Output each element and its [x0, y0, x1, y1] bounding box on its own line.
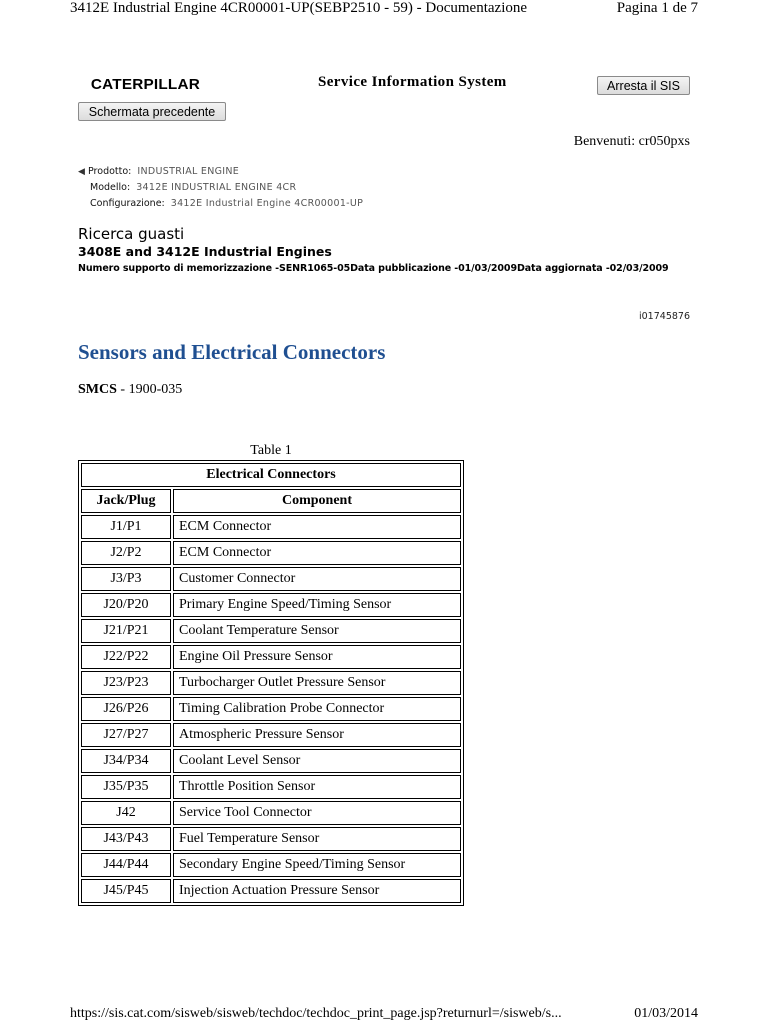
jack-plug-cell: J44/P44 — [81, 853, 171, 877]
table-row — [81, 749, 461, 773]
jack-plug-cell: J42 — [81, 801, 171, 825]
meta-model-label: Modello: — [90, 182, 131, 193]
jack-plug-cell: J3/P3 — [81, 567, 171, 591]
column-header-jack: Jack/Plug — [81, 489, 171, 513]
meta-model-value: 3412E INDUSTRIAL ENGINE 4CR — [136, 182, 297, 193]
jack-plug-cell: J20/P20 — [81, 593, 171, 617]
table-row — [81, 645, 461, 669]
component-cell: Coolant Level Sensor — [173, 749, 461, 773]
component-cell: Customer Connector — [173, 567, 461, 591]
table-row — [81, 671, 461, 695]
jack-plug-cell: J21/P21 — [81, 619, 171, 643]
component-cell: Throttle Position Sensor — [173, 775, 461, 799]
print-header-title: 3412E Industrial Engine 4CR00001-UP(SEBP2510 - 59) - Documentazione — [70, 0, 528, 16]
table-row — [81, 619, 461, 643]
jack-plug-cell: J1/P1 — [81, 515, 171, 539]
table-row — [81, 879, 461, 903]
table-row — [81, 827, 461, 851]
caterpillar-logo: CATERPILLAR — [90, 76, 200, 93]
welcome-text: Benvenuti: cr050pxs — [573, 134, 690, 149]
component-cell: Atmospheric Pressure Sensor — [173, 723, 461, 747]
component-cell: ECM Connector — [173, 515, 461, 539]
component-cell: Primary Engine Speed/Timing Sensor — [173, 593, 461, 617]
table-row — [81, 723, 461, 747]
jack-plug-cell: J23/P23 — [81, 671, 171, 695]
table-row — [81, 775, 461, 799]
media-info: Numero supporto di memorizzazione -SENR1065-05Data pubblicazione -01/03/2009Data aggiornata -02/03/2009 — [78, 263, 669, 274]
meta-product[interactable] — [78, 166, 239, 177]
stop-sis-button[interactable]: Arresta il SIS — [597, 76, 690, 95]
table-body — [81, 515, 461, 903]
table-row — [81, 853, 461, 877]
table-caption: Table 1 — [250, 443, 292, 458]
sis-title: Service Information System — [318, 74, 507, 90]
component-cell: Coolant Temperature Sensor — [173, 619, 461, 643]
jack-plug-cell: J26/P26 — [81, 697, 171, 721]
smcs-line — [78, 382, 182, 398]
column-header-component: Component — [173, 489, 461, 513]
table-row — [81, 697, 461, 721]
table-title: Electrical Connectors — [81, 463, 461, 487]
table-row — [81, 515, 461, 539]
previous-screen-button[interactable]: Schermata precedente — [78, 102, 226, 121]
component-cell: Fuel Temperature Sensor — [173, 827, 461, 851]
footer-url: https://sis.cat.com/sisweb/sisweb/techdoc/techdoc_print_page.jsp?returnurl=/sisweb/s... — [70, 1006, 562, 1021]
component-cell: Timing Calibration Probe Connector — [173, 697, 461, 721]
document-id: i01745876 — [639, 311, 690, 322]
jack-plug-cell: J43/P43 — [81, 827, 171, 851]
table-row — [81, 593, 461, 617]
meta-config-value: 3412E Industrial Engine 4CR00001-UP — [170, 198, 364, 209]
table-row — [81, 567, 461, 591]
component-cell: Injection Actuation Pressure Sensor — [173, 879, 461, 903]
jack-plug-cell: J2/P2 — [81, 541, 171, 565]
table-row — [81, 541, 461, 565]
jack-plug-cell: J27/P27 — [81, 723, 171, 747]
meta-config — [90, 198, 363, 209]
meta-config-label: Configurazione: — [90, 198, 165, 209]
component-cell: ECM Connector — [173, 541, 461, 565]
component-cell: Service Tool Connector — [173, 801, 461, 825]
back-arrow-icon[interactable]: ◀ — [78, 167, 85, 177]
meta-product-label: Prodotto: — [88, 166, 132, 177]
connectors-table — [78, 460, 464, 906]
section-subheading: 3408E and 3412E Industrial Engines — [78, 244, 332, 259]
component-cell: Engine Oil Pressure Sensor — [173, 645, 461, 669]
print-header-page: Pagina 1 de 7 — [616, 0, 698, 16]
smcs-value: - 1900-035 — [116, 382, 183, 397]
smcs-label: SMCS — [78, 382, 117, 397]
jack-plug-cell: J22/P22 — [81, 645, 171, 669]
jack-plug-cell: J45/P45 — [81, 879, 171, 903]
jack-plug-cell: J35/P35 — [81, 775, 171, 799]
jack-plug-cell: J34/P34 — [81, 749, 171, 773]
meta-model — [90, 182, 296, 193]
meta-product-value: INDUSTRIAL ENGINE — [137, 166, 240, 177]
table-row — [81, 801, 461, 825]
section-heading: Ricerca guasti — [78, 225, 185, 243]
component-cell: Secondary Engine Speed/Timing Sensor — [173, 853, 461, 877]
article-title: Sensors and Electrical Connectors — [78, 340, 386, 364]
footer-date: 01/03/2014 — [634, 1006, 698, 1021]
component-cell: Turbocharger Outlet Pressure Sensor — [173, 671, 461, 695]
